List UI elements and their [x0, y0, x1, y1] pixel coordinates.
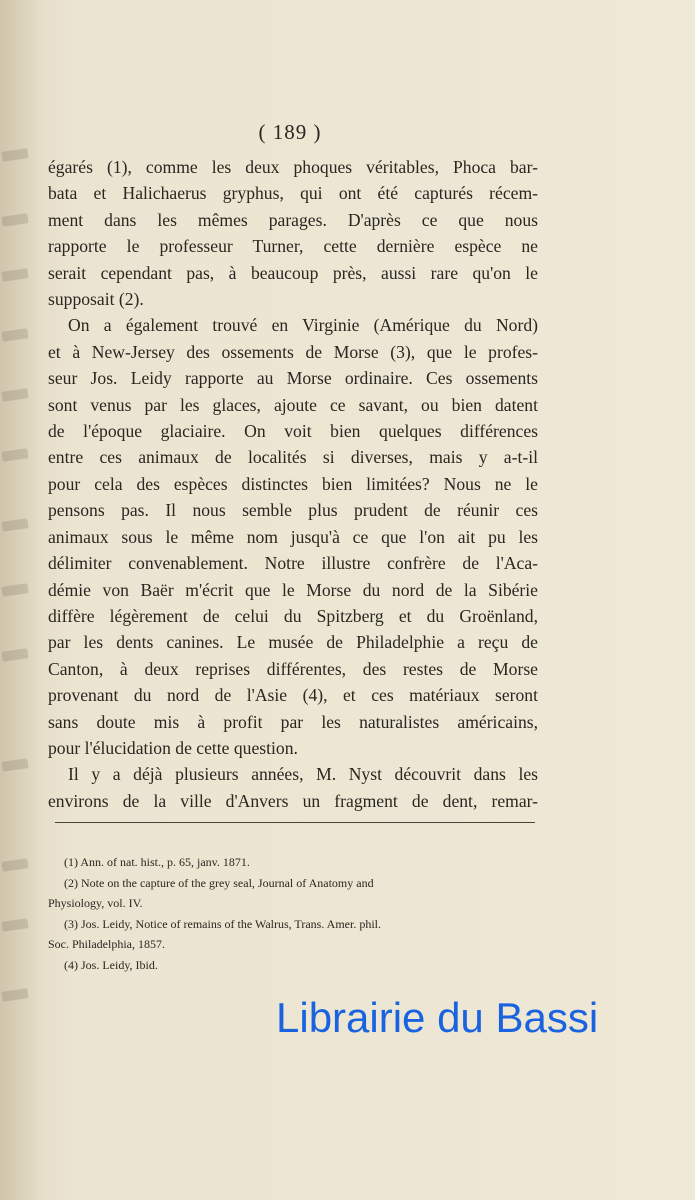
- footnote-3-continued: Soc. Philadelphia, 1857.: [48, 937, 165, 951]
- binding-gutter: [0, 0, 40, 1200]
- text-line: rapporte le professeur Turner, cette dernière espèce ne: [48, 236, 538, 257]
- bleed-through-mark: [1, 148, 28, 162]
- bleed-through-mark: [1, 328, 28, 342]
- bleed-through-mark: [1, 518, 28, 532]
- text-line: et à New-Jersey des ossements de Morse (3), que le profes-: [48, 341, 538, 362]
- page-number: ( 189 ): [258, 120, 322, 144]
- footnote-2: (2) Note on the capture of the grey seal, Journal of Anatomy and: [64, 875, 374, 890]
- text-line: animaux sous le même nom jusqu'à ce que l'on ait pu les: [48, 526, 538, 547]
- bleed-through-mark: [1, 858, 28, 872]
- text-line: pour l'élucidation de cette question.: [48, 737, 298, 758]
- text-line: diffère légèrement de celui du Spitzberg et du Groënland,: [48, 605, 538, 626]
- text-line: On a également trouvé en Virginie (Amérique du Nord): [68, 315, 538, 336]
- text-line: Il y a déjà plusieurs années, M. Nyst découvrit dans les: [68, 764, 538, 785]
- text-line: provenant du nord de l'Asie (4), et ces matériaux seront: [48, 685, 538, 706]
- bleed-through-mark: [1, 448, 28, 462]
- text-line: Canton, à deux reprises différentes, des restes de Morse: [48, 658, 538, 679]
- text-line: environs de la ville d'Anvers un fragment de dent, remar-: [48, 790, 538, 811]
- text-line: pour cela des espèces distinctes bien limitées? Nous ne le: [48, 473, 538, 494]
- bleed-through-mark: [1, 268, 28, 282]
- footnote-3: (3) Jos. Leidy, Notice of remains of the Walrus, Trans. Amer. phil.: [64, 916, 381, 931]
- text-line: ment dans les mêmes parages. D'après ce que nous: [48, 209, 538, 230]
- text-line: bata et Halichaerus gryphus, qui ont été capturés récem-: [48, 183, 538, 204]
- bleed-through-mark: [1, 213, 28, 227]
- text-line: égarés (1), comme les deux phoques véritables, Phoca bar-: [48, 157, 538, 177]
- paragraph-3: [48, 761, 538, 814]
- text-line: supposait (2).: [48, 289, 144, 310]
- bleed-through-mark: [1, 758, 28, 772]
- text-line: délimiter convenablement. Notre illustre confrère de l'Aca-: [48, 553, 538, 574]
- text-line: sont venus par les glaces, ajoute ce savant, ou bien datent: [48, 394, 538, 415]
- body-text: [48, 154, 538, 814]
- paragraph-2: [48, 312, 538, 761]
- bleed-through-mark: [1, 388, 28, 402]
- footnotes: [48, 852, 538, 975]
- bleed-through-mark: [1, 918, 28, 932]
- text-line: par les dents canines. Le musée de Philadelphie a reçu de: [48, 632, 538, 653]
- footnote-rule: [55, 822, 535, 823]
- text-line: sans doute mis à profit par les naturalistes américains,: [48, 711, 538, 732]
- paragraph-1: [48, 154, 538, 312]
- text-line: seur Jos. Leidy rapporte au Morse ordinaire. Ces ossements: [48, 368, 538, 389]
- bleed-through-mark: [1, 583, 28, 597]
- text-line: entre ces animaux de localités si diverses, mais y a-t-il: [48, 447, 538, 468]
- footnote-4: (4) Jos. Leidy, Ibid.: [64, 957, 158, 972]
- text-line: de l'époque glaciaire. On voit bien quelques différences: [48, 421, 538, 442]
- text-line: pensons pas. Il nous semble plus prudent de réunir ces: [48, 500, 538, 521]
- footnote-2-continued: Physiology, vol. IV.: [48, 896, 143, 910]
- text-line: démie von Baër m'écrit que le Morse du nord de la Sibérie: [48, 579, 538, 600]
- text-line: serait cependant pas, à beaucoup près, aussi rare qu'on le: [48, 262, 538, 283]
- bleed-through-mark: [1, 988, 28, 1002]
- watermark: Librairie du Bassi: [276, 994, 599, 1041]
- footnote-1: (1) Ann. of nat. hist., p. 65, janv. 1871.: [64, 855, 250, 869]
- bleed-through-mark: [1, 648, 28, 662]
